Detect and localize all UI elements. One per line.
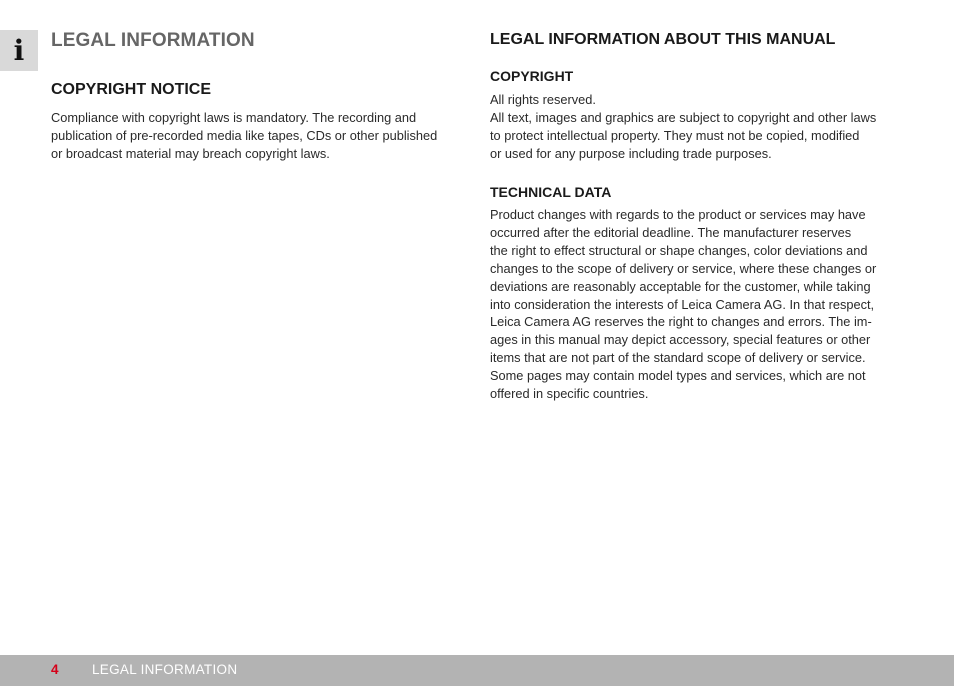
text-line: Some pages may contain model types and services, which are not	[490, 368, 866, 384]
info-icon: i	[13, 33, 25, 67]
text-line: or broadcast material may breach copyright laws.	[51, 145, 330, 161]
copyright-notice-heading: COPYRIGHT NOTICE	[51, 81, 212, 98]
page-number: 4	[51, 662, 59, 677]
text-line: changes to the scope of delivery or service, where these changes or	[490, 260, 877, 276]
text-line: or used for any purpose including trade purposes.	[490, 145, 772, 161]
info-tab	[0, 30, 38, 71]
text-line: All rights reserved.	[490, 92, 596, 107]
text-line: Compliance with copyright laws is mandatory. The recording and	[51, 110, 417, 125]
text-line: offered in specific countries.	[490, 386, 649, 402]
text-line: occurred after the editorial deadline. The manufacturer reserves	[490, 224, 852, 240]
page-footer	[0, 655, 954, 686]
text-line: the right to effect structural or shape changes, color deviations and	[490, 242, 868, 258]
text-line: to protect intellectual property. They must not be copied, modified	[490, 127, 860, 143]
text-line: items that are not part of the standard scope of delivery or service.	[490, 350, 866, 366]
technical-data-text	[490, 206, 910, 403]
manual-legal-heading: LEGAL INFORMATION ABOUT THIS MANUAL	[490, 31, 836, 48]
text-line: ages in this manual may depict accessory, special features or other	[490, 332, 871, 348]
page-title: LEGAL INFORMATION	[51, 30, 255, 51]
text-line: deviations are reasonably acceptable for the customer, while taking	[490, 278, 871, 294]
text-line: All text, images and graphics are subject to copyright and other laws	[490, 109, 877, 125]
text-line: publication of pre-recorded media like tapes, CDs or other published	[51, 127, 438, 143]
copyright-text	[490, 91, 910, 163]
footer-section-label: LEGAL INFORMATION	[92, 662, 238, 677]
technical-data-heading: TECHNICAL DATA	[490, 184, 612, 200]
text-line: into consideration the interests of Leica Camera AG. In that respect,	[490, 296, 875, 312]
text-line: Leica Camera AG reserves the right to changes and errors. The im-	[490, 314, 872, 330]
copyright-notice-text	[51, 109, 471, 163]
copyright-heading: COPYRIGHT	[490, 68, 574, 84]
text-line: Product changes with regards to the product or services may have	[490, 207, 866, 222]
